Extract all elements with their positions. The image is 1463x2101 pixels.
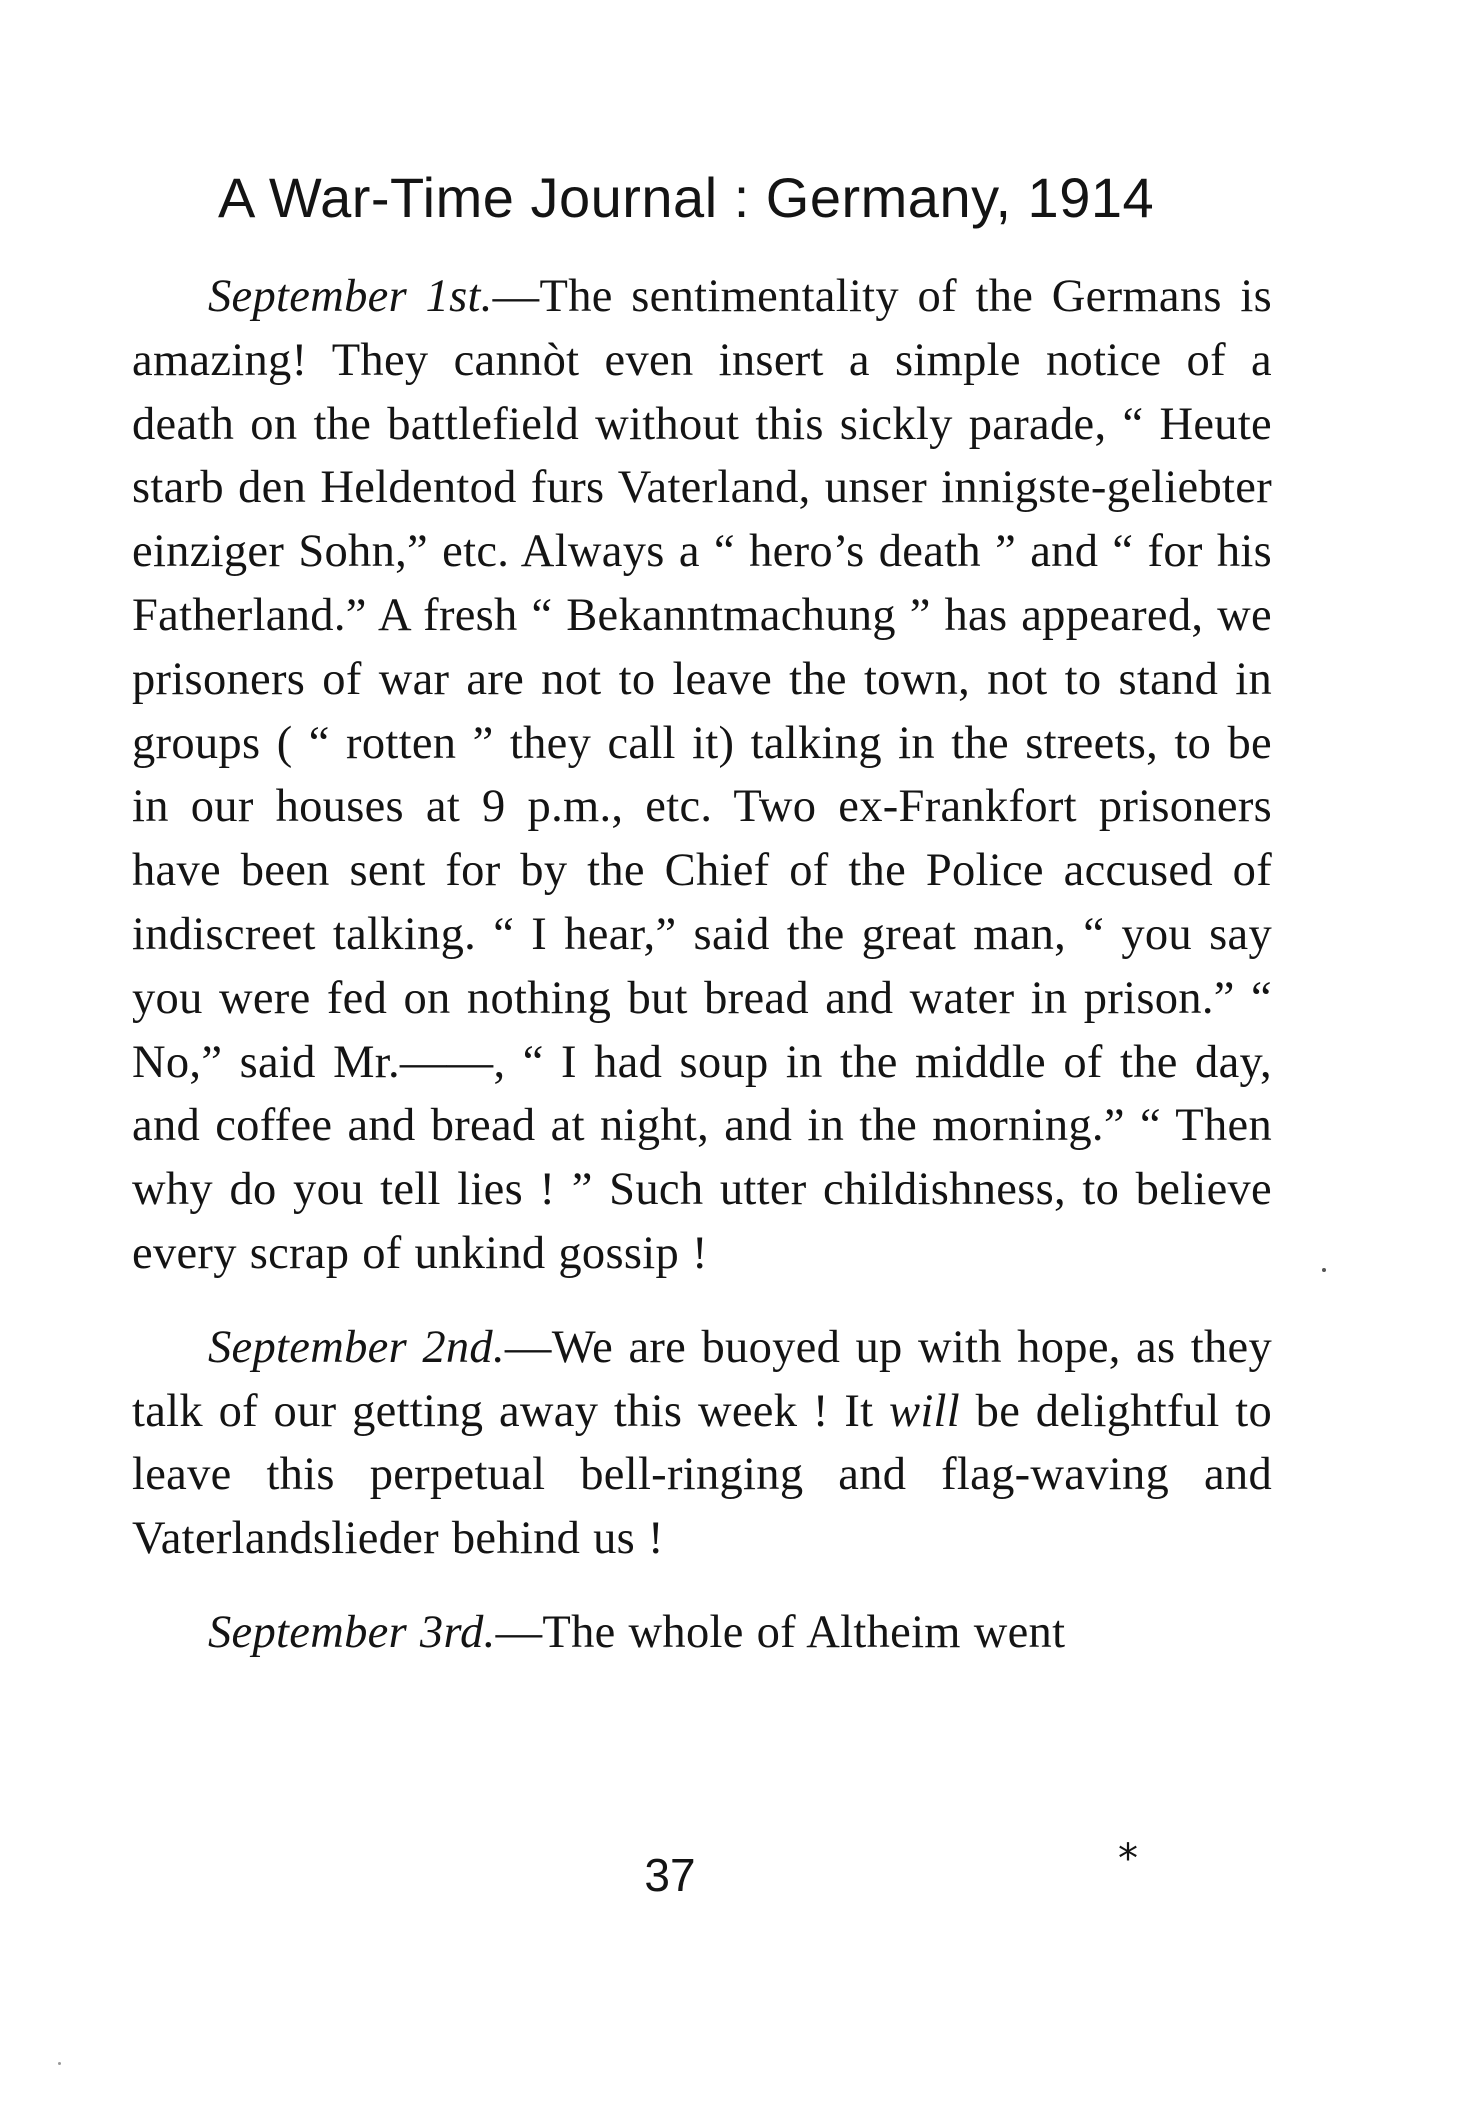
entry-text: The whole of Altheim went xyxy=(542,1606,1066,1658)
paper-speck xyxy=(1322,1268,1326,1272)
signature-mark: * xyxy=(1118,1836,1138,1882)
running-head: A War-Time Journal : Germany, 1914 xyxy=(218,166,1155,229)
entry-dash: — xyxy=(492,271,540,322)
entry-dash: — xyxy=(495,1606,543,1658)
entry-dash: — xyxy=(504,1321,552,1373)
journal-text xyxy=(132,265,1272,1665)
entry-text-continued: be delightful to leave this perpetual bell-ringing and flag-waving and Vaterlandslieder behind us ! xyxy=(132,1385,1272,1565)
entry-date: September 1st. xyxy=(208,271,493,322)
journal-entry-september-3 xyxy=(132,1601,1272,1665)
entry-date: September 2nd. xyxy=(208,1321,505,1373)
entry-text: We are buoyed up with hope, as they talk of our getting away this week ! It xyxy=(132,1321,1272,1437)
entry-date: September 3rd. xyxy=(208,1606,496,1658)
journal-entry-september-2 xyxy=(132,1316,1272,1571)
page-number: 37 xyxy=(644,1849,696,1901)
paper-speck xyxy=(58,2062,61,2065)
entry-text: The sentimentality of the Germans is amazing! They cannòt even insert a simple notice of a death on the battlefield without this sickly parade, “ Heute starb den Heldentod furs Vaterland, unser innigste-geliebter einziger Sohn,” etc. Always a “ hero’s death ” and “ for his Fatherland.” A fresh “ Bekanntmachung ” has appeared, we prisoners of war are not to leave the town, not to stand in groups ( “ rotten ” they call it) talking in the streets, to be in our houses at 9 p.m., etc. Two ex-Frankfort prisoners have been sent for by the Chief of the Police accused of indiscreet talking. “ I hear,” said the great man, “ you say you were fed on nothing but bread and water in prison.” “ No,” said Mr.——, “ I had soup in the middle of the day, and coffee and bread at night, and in the morning.” “ Then why do you tell lies ! ” Such utter childishness, to believe every scrap of unkind gossip ! xyxy=(132,271,1272,1279)
journal-entry-september-1 xyxy=(132,265,1272,1286)
entry-emphasis: will xyxy=(889,1385,960,1437)
